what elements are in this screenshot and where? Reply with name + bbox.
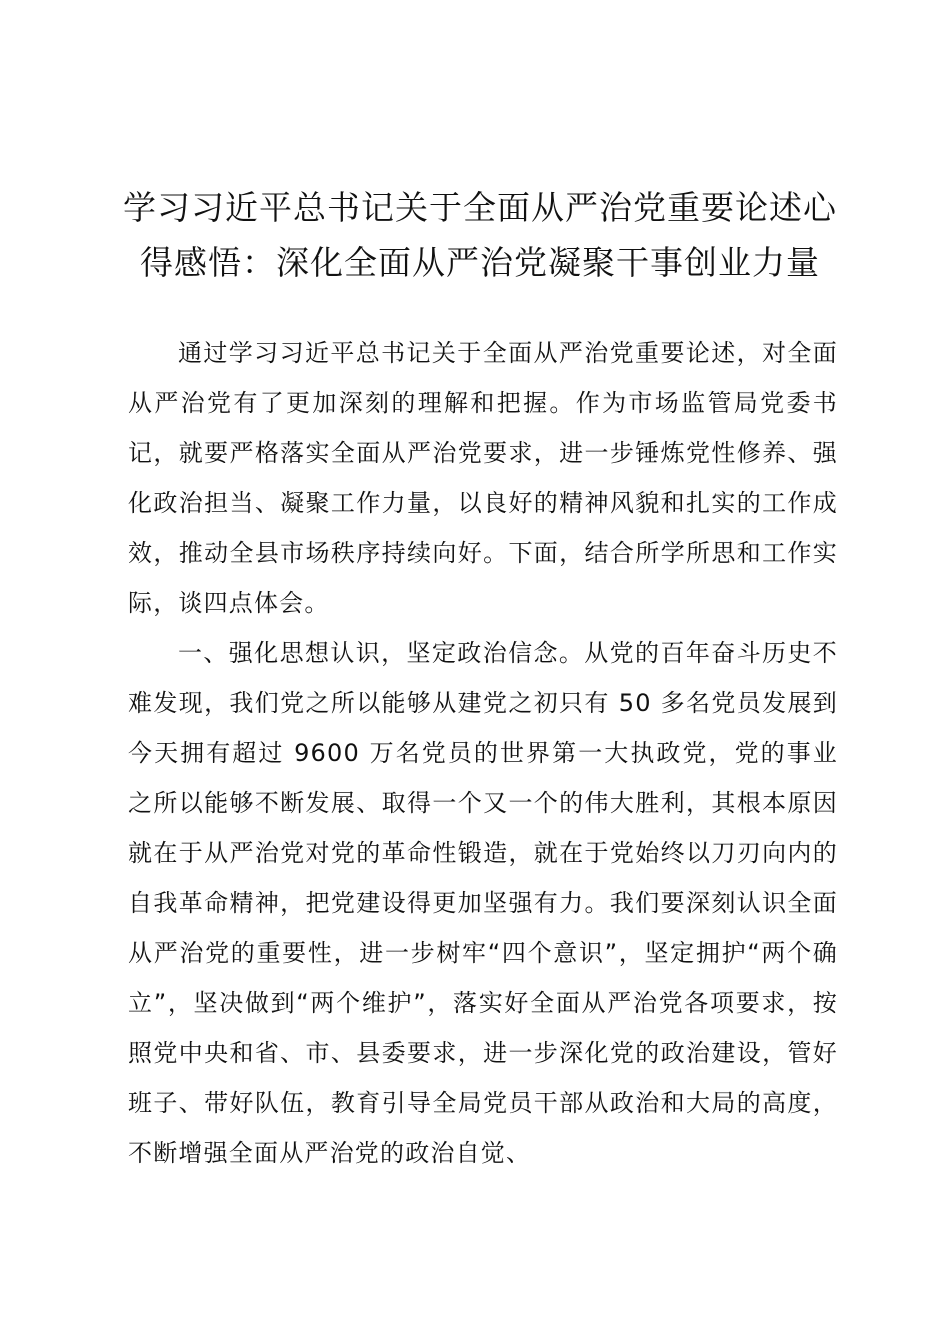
- paragraph-section-one: 一、强化思想认识，坚定政治信念。从党的百年奋斗历史不难发现，我们党之所以能够从建党之初只有 50 多名党员发展到今天拥有超过 9600 万名党员的世界第一大执政党，党的事业之所以能够不断发展、取得一个又一个的伟大胜利，其根本原因就在于从严治党对党的革命性锻造，就在于党始终以刀刃向内的自我革命精神，把党建设得更加坚强有力。我们要深刻认识全面从严治党的重要性，进一步树牢“四个意识”，坚定拥护“两个确立”，坚决做到“两个维护”，落实好全面从严治党各项要求，按照党中央和省、市、县委要求，进一步深化党的政治建设，管好班子、带好队伍，教育引导全局党员干部从政治和大局的高度，不断增强全面从严治党的政治自觉、: [128, 639, 838, 1167]
- paragraph-intro: 通过学习习近平总书记关于全面从严治党重要论述，对全面从严治党有了更加深刻的理解和把握。作为市场监管局党委书记，就要严格落实全面从严治党要求，进一步锤炼党性修养、强化政治担当、凝聚工作力量，以良好的精神风貌和扎实的工作成效，推动全县市场秩序持续向好。下面，结合所学所思和工作实际，谈四点体会。: [128, 339, 838, 617]
- document-body: [128, 328, 838, 1178]
- document-title: 学习习近平总书记关于全面从严治党重要论述心得感悟：深化全面从严治党凝聚干事创业力量: [123, 188, 837, 282]
